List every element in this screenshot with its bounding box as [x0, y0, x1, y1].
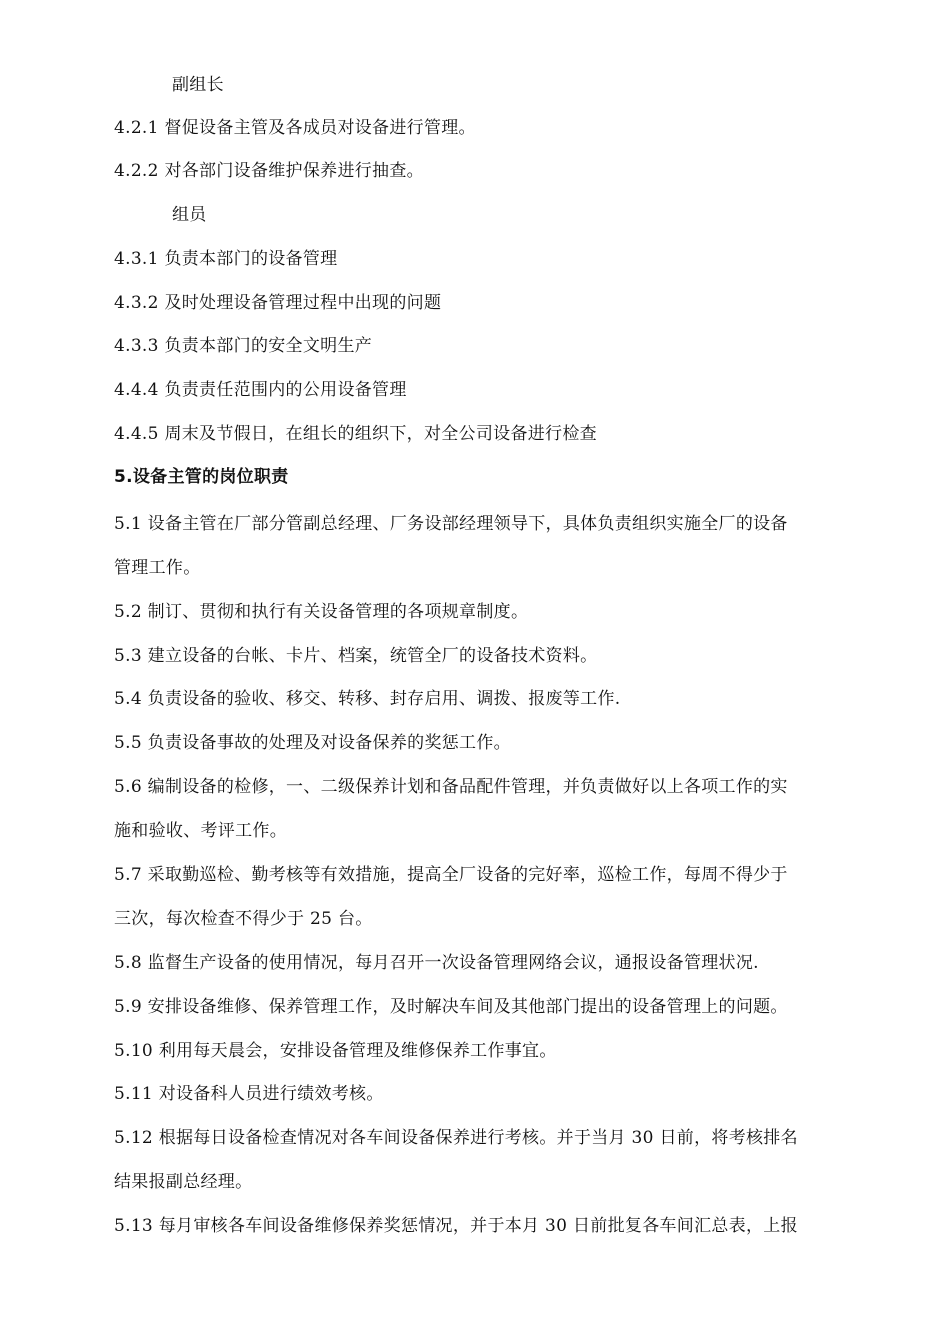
- text-line: 5.1 设备主管在厂部分管副总经理、厂务设部经理领导下，具体负责组织实施全厂的设备: [114, 514, 788, 534]
- text-line: 5.11 对设备科人员进行绩效考核。: [114, 1084, 384, 1104]
- text-line: 5.10 利用每天晨会，安排设备管理及维修保养工作事宜。: [114, 1041, 557, 1061]
- text-line: 管理工作。: [114, 558, 201, 578]
- text-line: 5.6 编制设备的检修，一、二级保养计划和备品配件管理，并负责做好以上各项工作的实: [114, 777, 788, 797]
- text-line: 5.3 建立设备的台帐、卡片、档案，统管全厂的设备技术资料。: [114, 646, 598, 666]
- text-line: 5.5 负责设备事故的处理及对设备保养的奖惩工作。: [114, 733, 511, 753]
- text-line: 5.4 负责设备的验收、移交、转移、封存启用、调拨、报废等工作.: [114, 689, 621, 709]
- text-line: 5.13 每月审核各车间设备维修保养奖惩情况，并于本月 30 日前批复各车间汇总表，上报: [114, 1216, 798, 1236]
- role-label-member: 组员: [172, 205, 207, 225]
- text-line: 4.3.1 负责本部门的设备管理: [114, 249, 338, 269]
- text-line: 施和验收、考评工作。: [114, 821, 287, 841]
- text-line: 4.3.2 及时处理设备管理过程中出现的问题: [114, 293, 442, 313]
- text-line: 4.4.5 周末及节假日，在组长的组织下，对全公司设备进行检查: [114, 424, 597, 444]
- role-label-deputy-leader: 副组长: [172, 75, 224, 95]
- text-line: 4.4.4 负责责任范围内的公用设备管理: [114, 380, 407, 400]
- text-line: 三次，每次检查不得少于 25 台。: [114, 909, 373, 929]
- text-line: 5.9 安排设备维修、保养管理工作，及时解决车间及其他部门提出的设备管理上的问题。: [114, 997, 788, 1017]
- text-line: 5.7 采取勤巡检、勤考核等有效措施，提高全厂设备的完好率，巡检工作，每周不得少于: [114, 865, 788, 885]
- text-line: 4.3.3 负责本部门的安全文明生产: [114, 336, 373, 356]
- text-line: 5.8 监督生产设备的使用情况，每月召开一次设备管理网络会议，通报设备管理状况.: [114, 953, 759, 973]
- text-line: 4.2.2 对各部门设备维护保养进行抽查。: [114, 161, 424, 181]
- text-line: 结果报副总经理。: [114, 1172, 253, 1192]
- text-line: 4.2.1 督促设备主管及各成员对设备进行管理。: [114, 118, 476, 138]
- text-line: 5.12 根据每日设备检查情况对各车间设备保养进行考核。并于当月 30 日前，将考核排名: [114, 1128, 798, 1148]
- section-heading: 5.设备主管的岗位职责: [114, 467, 289, 487]
- text-line: 5.2 制订、贯彻和执行有关设备管理的各项规章制度。: [114, 602, 529, 622]
